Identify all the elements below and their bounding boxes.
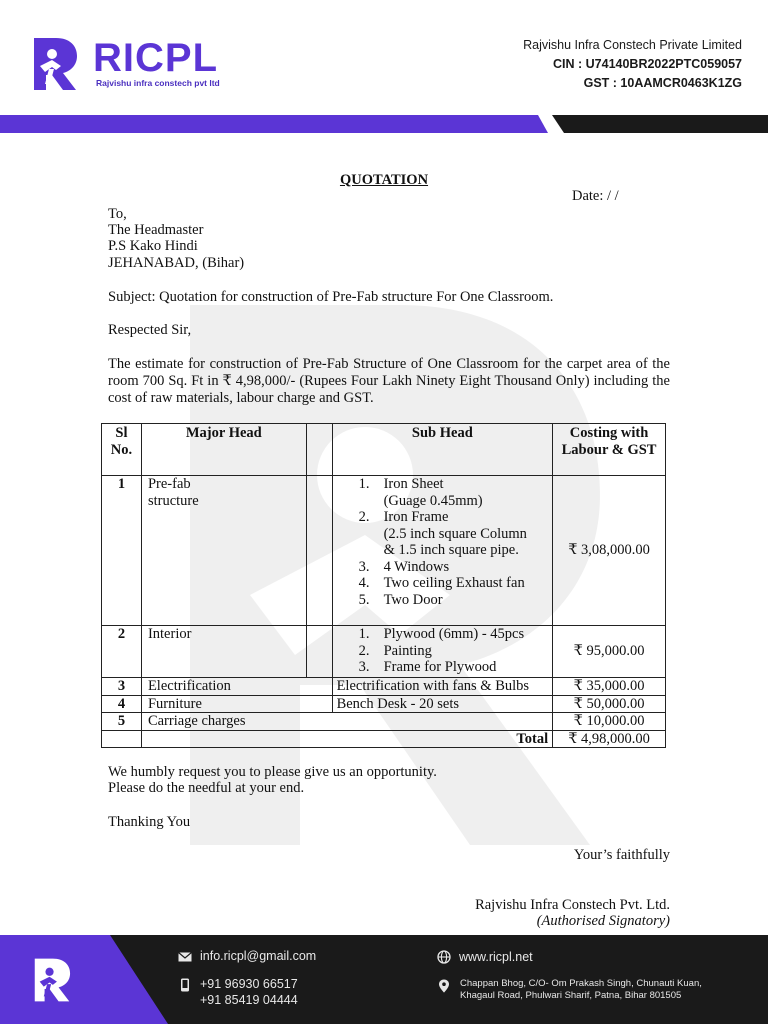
list-item: 2. Painting: [358, 642, 432, 659]
row-3-major: Electrification: [141, 678, 332, 696]
footer-phone-2[interactable]: +91 85419 04444: [200, 993, 298, 1007]
header-major-head: Major Head: [141, 424, 306, 476]
subject-line: Subject: Quotation for construction of Pre-Fab structure For One Classroom.: [108, 289, 554, 305]
date-field: Date: / /: [572, 188, 619, 204]
row-4-sl: 4: [102, 695, 142, 713]
header-sub-head: Sub Head: [332, 424, 553, 476]
row-2-sub-list: [337, 626, 549, 676]
row-4-sub: Bench Desk - 20 sets: [332, 695, 553, 713]
table-row: [102, 678, 666, 696]
company-gst: GST : 10AAMCR0463K1ZG: [583, 76, 742, 90]
table-header-row: [102, 424, 666, 476]
signatory-role: (Authorised Signatory): [536, 913, 670, 929]
row-4-major: Furniture: [141, 695, 332, 713]
footer-phone-1[interactable]: +91 96930 66517: [200, 977, 298, 991]
yours-faithfully: Your’s faithfully: [573, 847, 670, 863]
list-item: 3. Frame for Plywood: [358, 659, 497, 675]
table-row: [102, 626, 666, 678]
row-3-sub: Electrification with fans & Bulbs: [332, 678, 553, 696]
row-2-cost: ₹ 95,000.00: [553, 626, 666, 678]
total-sl-empty: [102, 730, 142, 748]
intro-paragraph: The estimate for construction of Pre-Fab Structure of One Classroom for the carpet area of the room 700 Sq. Ft in ₹ 4,98,000/- (Rupees Four Lakh Ninety Eight Thousand Only) including the cost of raw materials, labour charge and GST.: [108, 356, 670, 406]
salutation: Respected Sir,: [108, 322, 192, 338]
footer-address-1: Chappan Bhog, C/O- Om Prakash Singh, Chunauti Kuan,: [460, 978, 702, 989]
row-5-cost: ₹ 10,000.00: [553, 713, 666, 731]
closing-line-1: We humbly request you to please give us an opportunity.: [108, 764, 437, 780]
header-sl-no: Sl No.: [102, 424, 142, 476]
table-row: [102, 713, 666, 731]
row-2-sl: 2: [102, 626, 142, 678]
header-spacer: [306, 424, 332, 476]
footer-email[interactable]: info.ricpl@gmail.com: [200, 949, 317, 963]
table-total-row: [102, 730, 666, 748]
list-item: 4. Two ceiling Exhaust fan: [358, 575, 525, 591]
phone-icon: [178, 978, 192, 992]
document-title: QUOTATION: [339, 172, 429, 188]
row-1-sl: 1: [102, 476, 142, 626]
list-item: 5. Two Door: [358, 591, 443, 608]
row-3-sl: 3: [102, 678, 142, 696]
row-1-major: [141, 476, 306, 626]
total-value: ₹ 4,98,000.00: [553, 730, 666, 748]
row-3-cost: ₹ 35,000.00: [553, 678, 666, 696]
list-item: (Guage 0.45mm): [383, 492, 483, 509]
header-bar-black: [552, 115, 768, 133]
footer-website[interactable]: www.ricpl.net: [459, 950, 533, 964]
row-5-sl: 5: [102, 713, 142, 731]
row-2-sub: [332, 626, 553, 678]
quotation-table: [101, 423, 666, 748]
mail-icon: [178, 950, 192, 964]
list-item: 3. 4 Windows: [358, 558, 450, 575]
list-item: (2.5 inch square Column: [383, 525, 527, 542]
signatory-company: Rajvishu Infra Constech Pvt. Ltd.: [475, 897, 670, 913]
company-info: [523, 36, 742, 93]
list-item: 2. Iron Frame: [358, 509, 449, 525]
table-row: [102, 695, 666, 713]
row-1-sub-list: [337, 476, 549, 608]
recipient-line-3: P.S Kako Hindi: [108, 238, 198, 254]
recipient-line-1: To,: [108, 206, 127, 222]
brand-name: RICPL: [93, 36, 218, 80]
globe-icon: [437, 950, 451, 964]
row-2-major: Interior: [141, 626, 306, 678]
list-item: & 1.5 inch square pipe.: [383, 542, 519, 558]
brand-tagline: Rajvishu infra constech pvt ltd: [96, 78, 220, 88]
row-1-cost: ₹ 3,08,000.00: [553, 476, 666, 626]
list-item: 1. Iron Sheet: [358, 476, 444, 492]
row-1-major-text: Pre-fab structure: [147, 476, 199, 509]
footer-logo: [30, 957, 74, 1003]
row-2-spacer: [306, 626, 332, 678]
recipient-line-4: JEHANABAD, (Bihar): [108, 255, 245, 271]
table-row: [102, 476, 666, 626]
row-4-cost: ₹ 50,000.00: [553, 695, 666, 713]
company-name: Rajvishu Infra Constech Private Limited: [523, 38, 742, 52]
company-cin: CIN : U74140BR2022PTC059057: [553, 57, 742, 71]
row-1-spacer: [306, 476, 332, 626]
footer-address-2: Khagaul Road, Phulwari Sharif, Patna, Bihar 801505: [460, 990, 682, 1001]
list-item: 1. Plywood (6mm) - 45pcs: [358, 626, 525, 642]
ricpl-logo: [30, 36, 80, 92]
header-costing: Costing with Labour & GST: [553, 424, 666, 476]
recipient-line-2: The Headmaster: [108, 222, 204, 238]
location-pin-icon: [437, 979, 451, 993]
row-1-sub: [332, 476, 553, 626]
total-label: Total: [141, 730, 552, 748]
row-5-major: Carriage charges: [141, 713, 552, 731]
closing-line-2: Please do the needful at your end.: [108, 780, 305, 796]
thanking-you: Thanking You: [108, 814, 191, 830]
header-bar-purple: [0, 115, 548, 133]
